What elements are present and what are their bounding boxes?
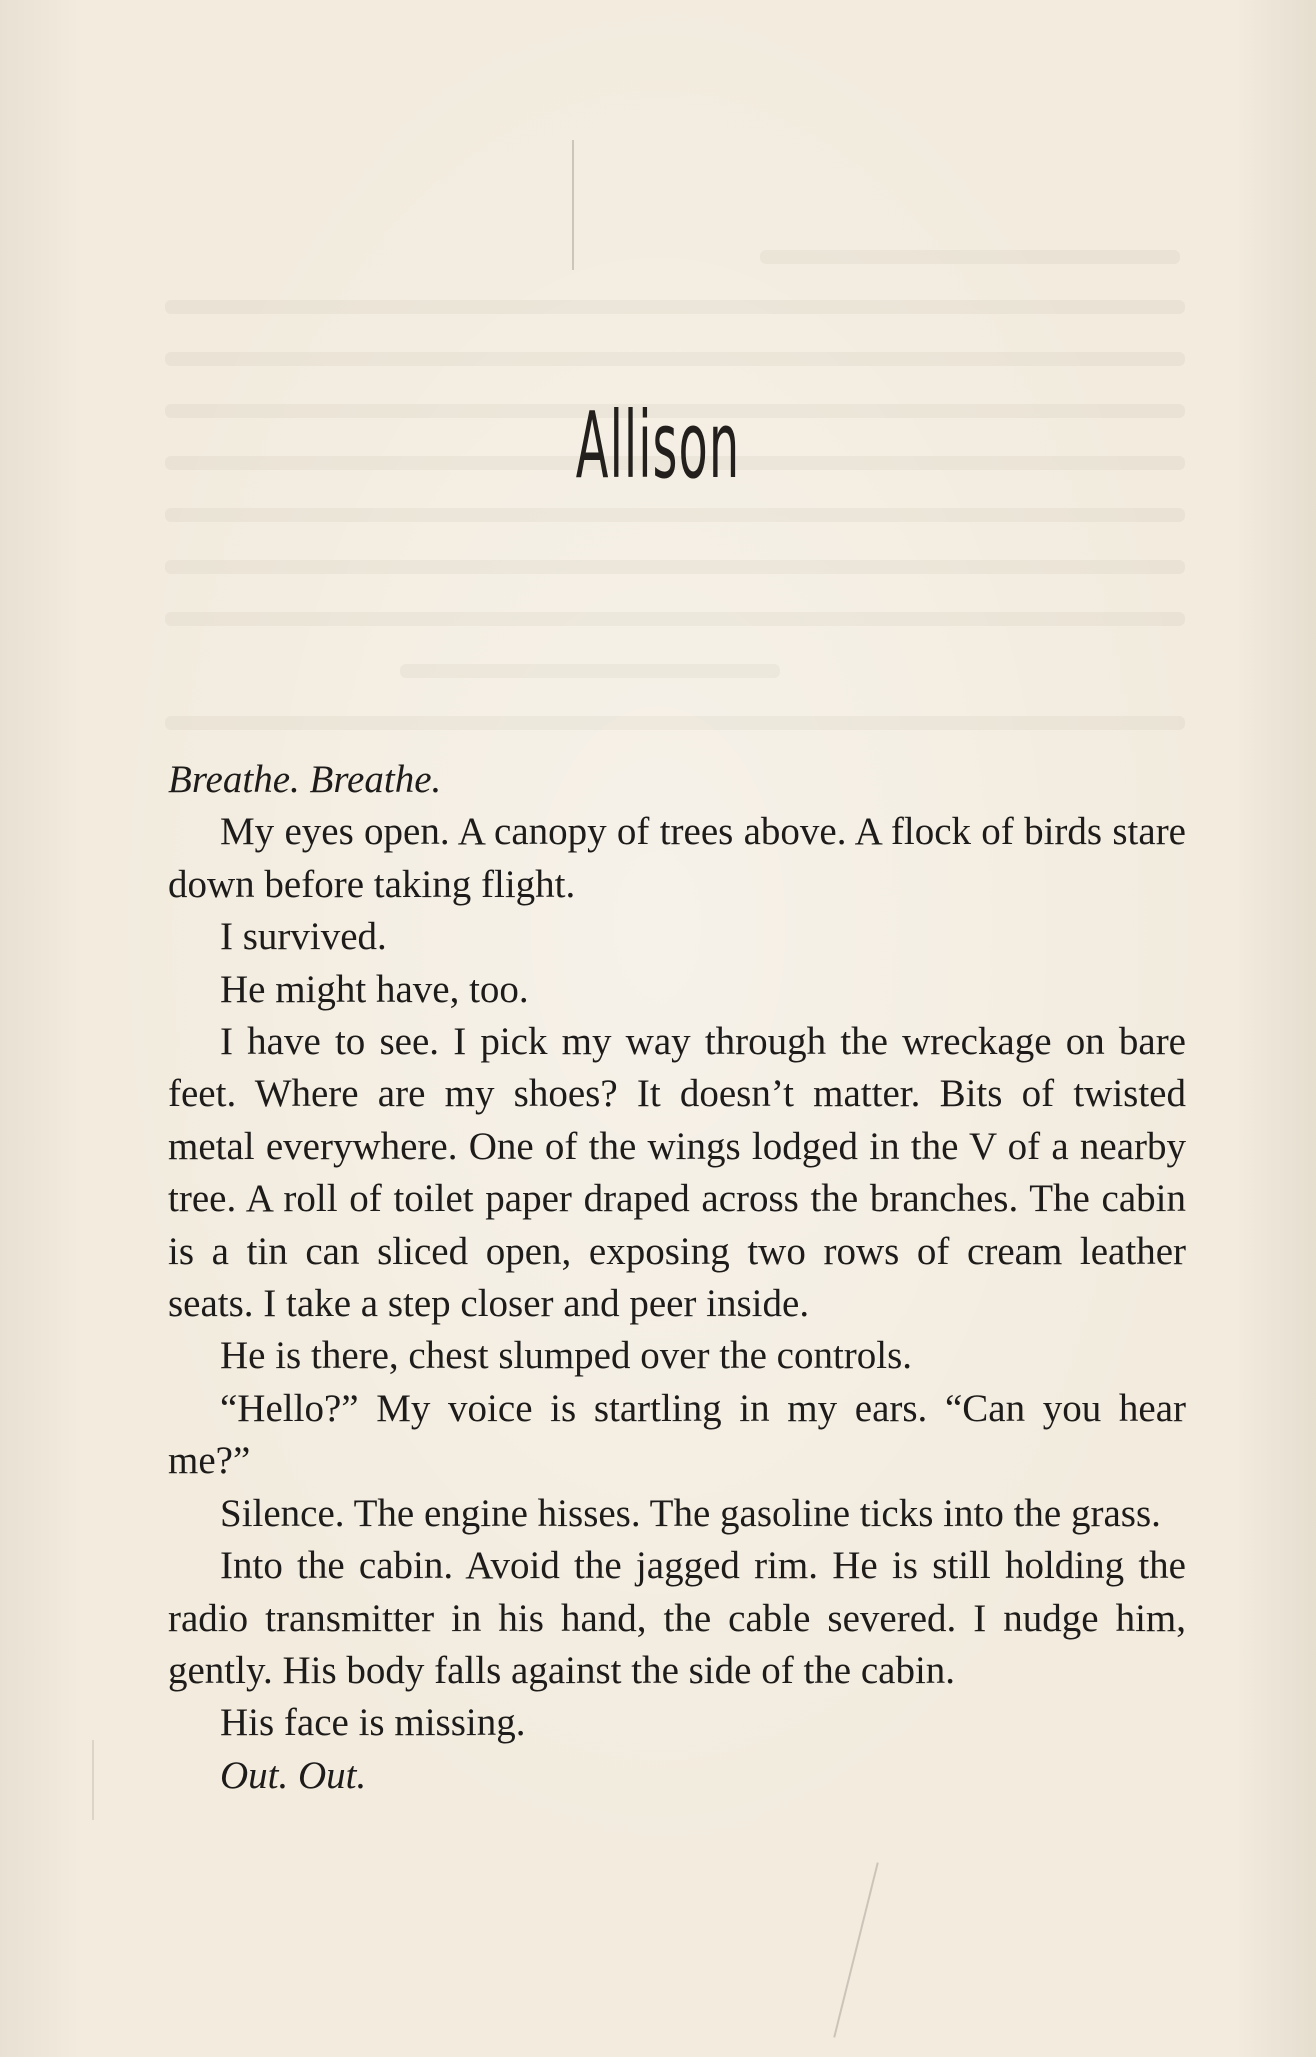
paragraph: He is there, chest slumped over the controls. [220, 1334, 913, 1378]
chapter-body [168, 754, 1186, 1802]
paragraph: I survived. [220, 915, 387, 959]
show-through-line [165, 560, 1185, 574]
paragraph: Silence. The engine hisses. The gasoline ticks into the grass. [220, 1491, 1161, 1535]
show-through-line [400, 664, 780, 678]
paragraph: Into the cabin. Avoid the jagged rim. He is still holding the radio transmitter in his hand, the cable severed. I nudge him, gently. His body falls against the side of the cabin. [168, 1544, 1186, 1692]
paragraph: “Hello?” My voice is startling in my ears. “Can you hear me?” [168, 1386, 1186, 1483]
show-through-line [165, 300, 1185, 314]
paragraph: My eyes open. A canopy of trees above. A flock of birds stare down before taking flight. [168, 810, 1186, 906]
show-through-line [760, 250, 1180, 264]
paragraph-opening: Breathe. Breathe. [168, 758, 442, 801]
chapter-title: Allison [575, 392, 741, 499]
paper-crease [572, 140, 574, 270]
paper-crease [92, 1740, 94, 1820]
show-through-line [165, 612, 1185, 626]
paragraph-closing: Out. Out. [220, 1753, 367, 1797]
paragraph: His face is missing. [220, 1701, 526, 1745]
paragraph: I have to see. I pick my way through the wreckage on bare feet. Where are my shoes? It doesn’t matter. Bits of twisted metal everywhere. One of the wings lodged in the V of a nearby tree. A roll of toilet paper draped across the branches. The cabin is a tin can sliced open, exposing two rows of cream leather seats. I take a step closer and peer inside. [168, 1020, 1186, 1326]
show-through-line [165, 508, 1185, 522]
paper-crease [833, 1862, 878, 2037]
show-through-line [165, 716, 1185, 730]
show-through-line [165, 352, 1185, 366]
paragraph: He might have, too. [220, 967, 529, 1011]
